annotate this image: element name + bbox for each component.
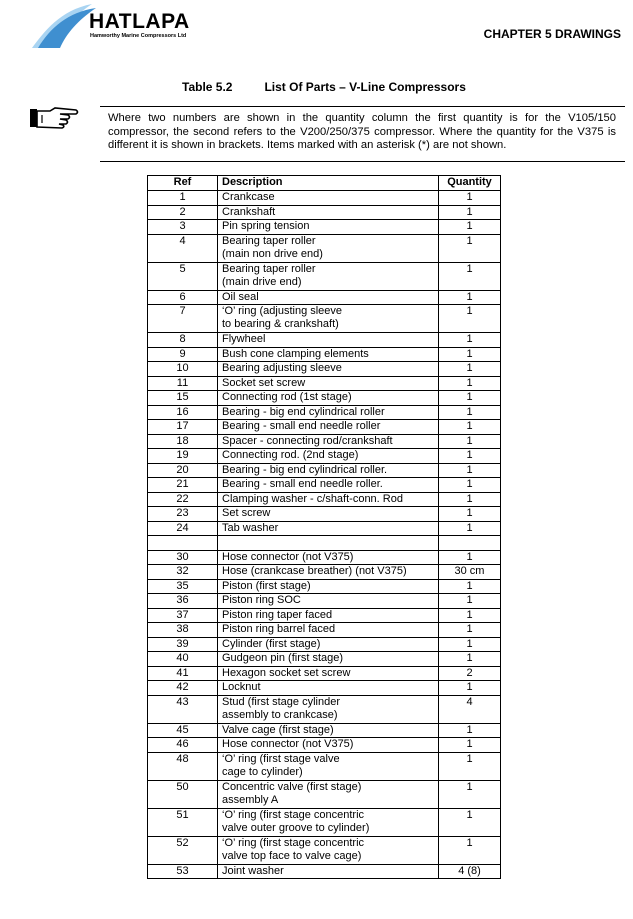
note-top-rule <box>100 106 625 107</box>
quantity-cell: 1 <box>439 594 501 609</box>
description-cell: Bearing - big end cylindrical roller <box>218 405 439 420</box>
table-row <box>148 738 501 753</box>
description-cell: Valve cage (first stage) <box>218 723 439 738</box>
table-row <box>148 420 501 435</box>
quantity-cell: 1 <box>439 305 501 333</box>
quantity-cell: 1 <box>439 507 501 522</box>
table-row <box>148 234 501 262</box>
table-row <box>148 550 501 565</box>
table-row <box>148 333 501 348</box>
description-cell: Concentric valve (first stage) assembly A <box>218 780 439 808</box>
table-row <box>148 594 501 609</box>
quantity-cell: 1 <box>439 347 501 362</box>
description-cell: Set screw <box>218 507 439 522</box>
table-row <box>148 391 501 406</box>
ref-cell: 37 <box>148 608 218 623</box>
table-row <box>148 362 501 377</box>
ref-cell: 8 <box>148 333 218 348</box>
table-row <box>148 478 501 493</box>
quantity-cell: 1 <box>439 623 501 638</box>
note-bottom-rule <box>100 161 625 162</box>
parts-table-body <box>148 191 501 879</box>
table-row <box>148 637 501 652</box>
ref-cell: 23 <box>148 507 218 522</box>
quantity-cell: 1 <box>439 262 501 290</box>
quantity-cell: 1 <box>439 608 501 623</box>
ref-cell: 51 <box>148 808 218 836</box>
ref-cell: 53 <box>148 864 218 879</box>
quantity-cell: 1 <box>439 220 501 235</box>
description-cell: Joint washer <box>218 864 439 879</box>
quantity-cell: 1 <box>439 637 501 652</box>
description-cell: ‘O’ ring (adjusting sleeve to bearing & crankshaft) <box>218 305 439 333</box>
quantity-cell: 1 <box>439 376 501 391</box>
table-row <box>148 723 501 738</box>
ref-cell <box>148 536 218 551</box>
quantity-cell: 1 <box>439 681 501 696</box>
table-row <box>148 536 501 551</box>
ref-cell: 41 <box>148 666 218 681</box>
quantity-cell: 1 <box>439 191 501 206</box>
description-cell: Pin spring tension <box>218 220 439 235</box>
table-row <box>148 565 501 580</box>
description-cell: Piston ring SOC <box>218 594 439 609</box>
table-row <box>148 666 501 681</box>
table-row <box>148 434 501 449</box>
quantity-cell: 4 <box>439 695 501 723</box>
ref-cell: 20 <box>148 463 218 478</box>
table-row <box>148 864 501 879</box>
table-row <box>148 347 501 362</box>
table-row <box>148 405 501 420</box>
quantity-cell: 4 (8) <box>439 864 501 879</box>
ref-cell: 18 <box>148 434 218 449</box>
ref-cell: 39 <box>148 637 218 652</box>
description-cell: Bearing taper roller (main non drive end) <box>218 234 439 262</box>
description-cell: Socket set screw <box>218 376 439 391</box>
description-cell: ‘O’ ring (first stage valve cage to cylinder) <box>218 752 439 780</box>
quantity-cell: 1 <box>439 579 501 594</box>
brand-name: HATLAPA <box>89 10 190 33</box>
description-cell: Tab washer <box>218 521 439 536</box>
quantity-cell: 1 <box>439 362 501 377</box>
ref-cell: 11 <box>148 376 218 391</box>
table-row <box>148 780 501 808</box>
quantity-cell: 1 <box>439 420 501 435</box>
description-cell: Bush cone clamping elements <box>218 347 439 362</box>
chapter-heading: CHAPTER 5 DRAWINGS <box>483 27 621 41</box>
ref-cell: 35 <box>148 579 218 594</box>
ref-cell: 50 <box>148 780 218 808</box>
quantity-cell: 1 <box>439 652 501 667</box>
ref-cell: 6 <box>148 290 218 305</box>
description-cell: Hose (crankcase breather) (not V375) <box>218 565 439 580</box>
pointing-hand-icon <box>28 106 80 130</box>
ref-cell: 22 <box>148 492 218 507</box>
ref-cell: 19 <box>148 449 218 464</box>
table-row <box>148 521 501 536</box>
description-cell: Hose connector (not V375) <box>218 550 439 565</box>
parts-table <box>147 175 501 879</box>
ref-cell: 52 <box>148 836 218 864</box>
table-row <box>148 752 501 780</box>
quantity-cell: 1 <box>439 234 501 262</box>
quantity-cell: 1 <box>439 333 501 348</box>
quantity-cell: 1 <box>439 738 501 753</box>
ref-cell: 5 <box>148 262 218 290</box>
ref-cell: 24 <box>148 521 218 536</box>
table-row <box>148 836 501 864</box>
ref-cell: 7 <box>148 305 218 333</box>
ref-cell: 42 <box>148 681 218 696</box>
quantity-cell: 1 <box>439 205 501 220</box>
ref-cell: 2 <box>148 205 218 220</box>
ref-cell: 43 <box>148 695 218 723</box>
quantity-cell: 1 <box>439 723 501 738</box>
ref-cell: 30 <box>148 550 218 565</box>
description-cell: Piston (first stage) <box>218 579 439 594</box>
description-cell: Connecting rod (1st stage) <box>218 391 439 406</box>
ref-cell: 21 <box>148 478 218 493</box>
table-row <box>148 191 501 206</box>
note-text: Where two numbers are shown in the quantity column the first quantity is for the V105/150 compressor, the second refers to the V200/250/375 compressor. Where the quantity for the V375 is different it is shown in brackets. Items marked with an asterisk (*) are not shown. <box>108 112 616 152</box>
description-cell: Bearing - small end needle roller <box>218 420 439 435</box>
quantity-cell: 1 <box>439 449 501 464</box>
table-row <box>148 220 501 235</box>
description-cell: Crankcase <box>218 191 439 206</box>
ref-cell: 1 <box>148 191 218 206</box>
ref-cell: 15 <box>148 391 218 406</box>
description-cell: Piston ring barrel faced <box>218 623 439 638</box>
quantity-cell: 1 <box>439 405 501 420</box>
quantity-cell: 1 <box>439 752 501 780</box>
ref-cell: 4 <box>148 234 218 262</box>
ref-cell: 16 <box>148 405 218 420</box>
ref-cell: 36 <box>148 594 218 609</box>
description-cell: Connecting rod. (2nd stage) <box>218 449 439 464</box>
quantity-cell: 1 <box>439 391 501 406</box>
table-name: List Of Parts – V-Line Compressors <box>264 80 466 94</box>
table-row <box>148 376 501 391</box>
table-row <box>148 695 501 723</box>
description-cell: Gudgeon pin (first stage) <box>218 652 439 667</box>
quantity-cell: 2 <box>439 666 501 681</box>
quantity-cell: 1 <box>439 521 501 536</box>
ref-cell: 3 <box>148 220 218 235</box>
column-header-ref: Ref <box>148 176 218 191</box>
table-row <box>148 449 501 464</box>
table-row <box>148 507 501 522</box>
description-cell: Clamping washer - c/shaft-conn. Rod <box>218 492 439 507</box>
ref-cell: 9 <box>148 347 218 362</box>
description-cell: Oil seal <box>218 290 439 305</box>
description-cell <box>218 536 439 551</box>
quantity-cell: 1 <box>439 550 501 565</box>
quantity-cell: 1 <box>439 434 501 449</box>
quantity-cell: 1 <box>439 478 501 493</box>
table-row <box>148 290 501 305</box>
table-row <box>148 652 501 667</box>
quantity-cell: 1 <box>439 808 501 836</box>
table-row <box>148 262 501 290</box>
ref-cell: 48 <box>148 752 218 780</box>
ref-cell: 38 <box>148 623 218 638</box>
quantity-cell: 1 <box>439 463 501 478</box>
table-row <box>148 492 501 507</box>
quantity-cell: 1 <box>439 290 501 305</box>
company-logo <box>30 2 220 50</box>
ref-cell: 32 <box>148 565 218 580</box>
table-row <box>148 681 501 696</box>
description-cell: Piston ring taper faced <box>218 608 439 623</box>
ref-cell: 40 <box>148 652 218 667</box>
description-cell: Bearing adjusting sleeve <box>218 362 439 377</box>
table-row <box>148 623 501 638</box>
quantity-cell: 1 <box>439 836 501 864</box>
ref-cell: 46 <box>148 738 218 753</box>
table-header-row <box>148 176 501 191</box>
column-header-description: Description <box>218 176 439 191</box>
description-cell: Hose connector (not V375) <box>218 738 439 753</box>
ref-cell: 17 <box>148 420 218 435</box>
quantity-cell <box>439 536 501 551</box>
description-cell: Bearing - big end cylindrical roller. <box>218 463 439 478</box>
table-row <box>148 579 501 594</box>
brand-subtitle: Hamworthy Marine Compressors Ltd <box>90 33 187 39</box>
description-cell: Bearing - small end needle roller. <box>218 478 439 493</box>
description-cell: Spacer - connecting rod/crankshaft <box>218 434 439 449</box>
description-cell: Locknut <box>218 681 439 696</box>
table-row <box>148 305 501 333</box>
ref-cell: 45 <box>148 723 218 738</box>
table-number: Table 5.2 <box>182 80 233 94</box>
column-header-quantity: Quantity <box>439 176 501 191</box>
description-cell: Flywheel <box>218 333 439 348</box>
quantity-cell: 1 <box>439 492 501 507</box>
quantity-cell: 30 cm <box>439 565 501 580</box>
description-cell: ‘O’ ring (first stage concentric valve outer groove to cylinder) <box>218 808 439 836</box>
description-cell: Crankshaft <box>218 205 439 220</box>
description-cell: Bearing taper roller (main drive end) <box>218 262 439 290</box>
table-title <box>182 80 498 94</box>
table-row <box>148 205 501 220</box>
description-cell: ‘O’ ring (first stage concentric valve top face to valve cage) <box>218 836 439 864</box>
quantity-cell: 1 <box>439 780 501 808</box>
description-cell: Cylinder (first stage) <box>218 637 439 652</box>
table-row <box>148 463 501 478</box>
table-row <box>148 608 501 623</box>
description-cell: Stud (first stage cylinder assembly to crankcase) <box>218 695 439 723</box>
table-row <box>148 808 501 836</box>
ref-cell: 10 <box>148 362 218 377</box>
description-cell: Hexagon socket set screw <box>218 666 439 681</box>
